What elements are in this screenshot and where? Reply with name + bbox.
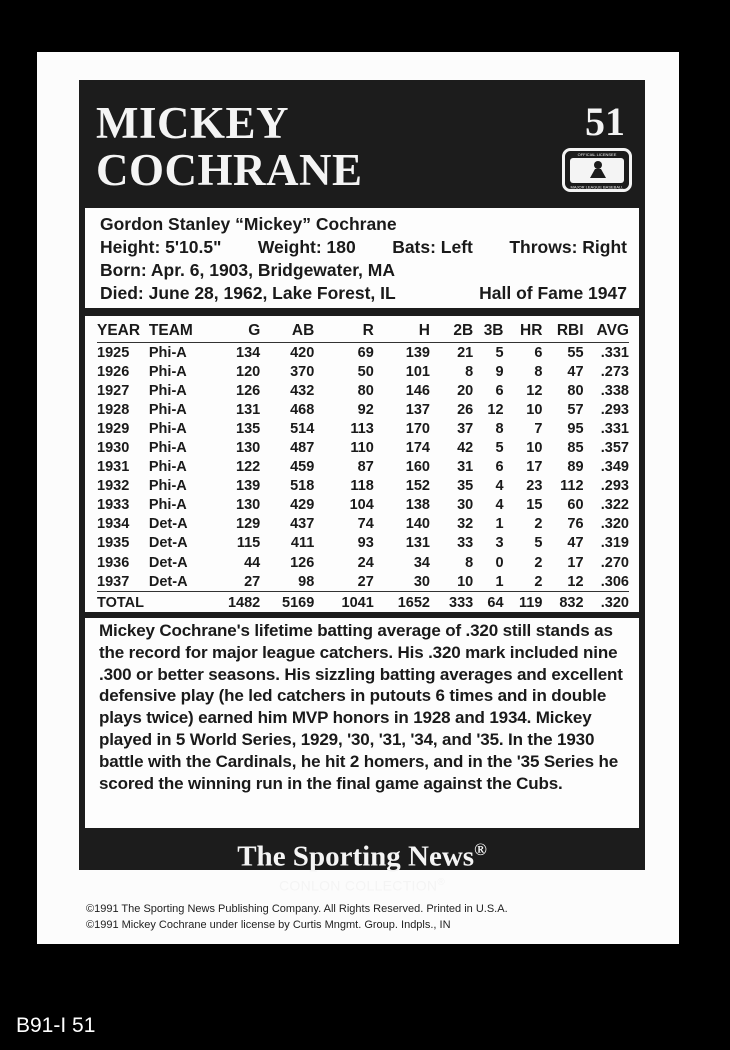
stats-cell: 1931: [97, 459, 130, 476]
stats-cell: 10: [526, 440, 543, 457]
stats-cell: 459: [290, 459, 315, 476]
stats-cell: 44: [244, 554, 261, 571]
stats-cell: 1936: [97, 554, 130, 571]
stats-cell: 1935: [97, 535, 130, 552]
stats-cell: 5: [495, 344, 504, 361]
biography-box: [85, 618, 639, 828]
stats-cell: 92: [357, 401, 374, 418]
stats-cell: 98: [298, 573, 315, 590]
stats-cell: 131: [405, 535, 430, 552]
stats-cell: Phi-A: [148, 344, 187, 361]
stats-total-row: [97, 592, 629, 615]
stats-cell: Phi-A: [148, 497, 187, 514]
stats-cell: .349: [600, 459, 629, 476]
bats: Bats: Left: [392, 237, 473, 257]
weight: Weight: 180: [257, 237, 356, 257]
stats-cell: 8: [465, 363, 474, 380]
stats-cell: 118: [350, 478, 374, 495]
stats-cell: 126: [236, 382, 261, 399]
stats-cell: Det-A: [148, 516, 188, 533]
born: Born: Apr. 6, 1903, Bridgewater, MA: [100, 260, 395, 280]
stats-cell: 26: [457, 401, 474, 418]
mlb-logo-icon: [562, 148, 632, 192]
stats-table: [97, 320, 629, 614]
stats-cell: 518: [290, 478, 315, 495]
stats-cell: 17: [567, 554, 584, 571]
stats-cell: 76: [567, 516, 584, 533]
stats-cell: .322: [600, 497, 629, 514]
stats-cell: Det-A: [148, 554, 188, 571]
stats-cell: 8: [465, 554, 474, 571]
stats-cell: 42: [457, 440, 474, 457]
stats-cell: 1934: [97, 516, 130, 533]
stats-cell: 1930: [97, 440, 130, 457]
stats-cell: Phi-A: [148, 401, 187, 418]
stats-cell: .273: [600, 363, 629, 380]
stats-total-cell: 1652: [374, 592, 430, 615]
stats-column-header: G: [208, 320, 260, 343]
mlb-logo-bottom-text: MAJOR LEAGUE BASEBALL: [570, 184, 624, 190]
stats-cell: 47: [567, 535, 584, 552]
stats-cell: 24: [357, 554, 374, 571]
stats-row: [97, 343, 629, 363]
stats-column-header: YEAR: [97, 320, 149, 343]
stats-column-header: H: [374, 320, 430, 343]
baseball-card-back: [37, 52, 679, 944]
stats-cell: 30: [413, 573, 430, 590]
stats-cell: 10: [526, 401, 543, 418]
stats-cell: 57: [567, 401, 584, 418]
stats-column-header: AB: [260, 320, 314, 343]
full-name-line: [100, 214, 627, 235]
stats-column-header: RBI: [542, 320, 583, 343]
stats-cell: 437: [290, 516, 315, 533]
stats-row: [97, 400, 629, 419]
stats-cell: 1926: [97, 363, 130, 380]
stats-total-cell: 64: [473, 592, 503, 615]
stats-cell: 35: [457, 478, 474, 495]
stats-cell: 8: [495, 420, 504, 437]
stats-cell: 1937: [97, 573, 130, 590]
stats-body: [97, 343, 629, 615]
stats-cell: 160: [405, 459, 430, 476]
stats-cell: 4: [495, 478, 504, 495]
stats-cell: Det-A: [148, 535, 188, 552]
stats-cell: 129: [236, 516, 261, 533]
stats-cell: 37: [457, 420, 474, 437]
full-name: Gordon Stanley “Mickey” Cochrane: [100, 214, 397, 234]
stats-cell: 138: [405, 497, 430, 514]
stats-cell: 514: [290, 420, 315, 437]
stats-cell: 85: [567, 440, 584, 457]
stats-cell: 1927: [97, 382, 130, 399]
stats-header-row: [97, 320, 629, 343]
collection-registered-mark: ®: [437, 877, 446, 888]
stats-cell: Phi-A: [148, 420, 187, 437]
stats-cell: 0: [495, 554, 504, 571]
stats-cell: 432: [290, 382, 315, 399]
stats-cell: 27: [244, 573, 261, 590]
stats-column-header: R: [314, 320, 373, 343]
stats-cell: 140: [405, 516, 430, 533]
stats-cell: 50: [357, 363, 374, 380]
collection-name: CONLON COLLECTION: [278, 877, 438, 894]
stats-row: [97, 362, 629, 381]
stats-cell: 12: [526, 382, 543, 399]
stats-column-header: TEAM: [149, 320, 208, 343]
stats-cell: 1: [495, 573, 504, 590]
stats-cell: .357: [600, 440, 629, 457]
stats-cell: .331: [600, 420, 629, 437]
stats-cell: 2: [534, 573, 543, 590]
stats-cell: 429: [290, 497, 315, 514]
stats-total-cell: 5169: [260, 592, 314, 615]
stats-cell: 130: [236, 497, 261, 514]
stats-cell: 30: [457, 497, 474, 514]
stats-cell: 80: [357, 382, 374, 399]
stats-cell: 34: [413, 554, 430, 571]
stats-cell: 27: [357, 573, 374, 590]
stats-cell: 131: [236, 401, 261, 418]
stats-cell: 134: [236, 344, 261, 361]
stats-row: [97, 419, 629, 438]
stats-row: [97, 515, 629, 534]
stats-row: [97, 534, 629, 553]
player-name: [96, 100, 363, 194]
stats-cell: 47: [567, 363, 584, 380]
stats-cell: 5: [495, 440, 504, 457]
height: Height: 5'10.5": [100, 237, 222, 257]
stats-column-header: AVG: [584, 320, 629, 343]
stats-cell: 80: [567, 382, 584, 399]
stats-total-cell: 1482: [208, 592, 260, 615]
stats-total-cell: TOTAL: [97, 592, 149, 615]
stats-total-cell: 333: [430, 592, 473, 615]
stats-cell: 370: [290, 363, 315, 380]
stats-cell: 137: [405, 401, 430, 418]
brand-registered-mark: ®: [474, 840, 487, 859]
stats-cell: 122: [236, 459, 261, 476]
stats-cell: 32: [457, 516, 474, 533]
hall-of-fame: Hall of Fame 1947: [479, 283, 627, 303]
stats-cell: 130: [236, 440, 261, 457]
stats-cell: .306: [600, 573, 629, 590]
stats-cell: 12: [567, 573, 584, 590]
stats-cell: 23: [526, 478, 543, 495]
stats-cell: 6: [495, 459, 504, 476]
sporting-news-logo: [79, 840, 645, 874]
stats-cell: 74: [357, 516, 374, 533]
stats-cell: Phi-A: [148, 459, 187, 476]
died-line: [100, 283, 627, 304]
biography-text: Mickey Cochrane's lifetime batting average of .320 still stands as the record for major league catchers. His .320 mark included nine .300 or better seasons. His sizzling batting averages and excellent defensive play (he led catchers in putouts 6 times and in double plays twice) earned him MVP honors in 1928 and 1934. Mickey played in 5 World Series, 1929, '30, '31, '34, and '35. In the 1930 battle with the Cardinals, he hit 2 homers, and in the '35 Series he scored the winning run in the final game against the Cubs.: [99, 621, 623, 793]
card-number: 51: [585, 99, 625, 144]
stats-cell: 174: [405, 440, 430, 457]
stats-cell: 6: [534, 344, 543, 361]
stats-cell: 87: [357, 459, 374, 476]
stats-cell: 6: [495, 382, 504, 399]
mlb-logo-top-text: OFFICIAL LICENSEE: [577, 152, 617, 157]
stats-cell: 93: [357, 535, 374, 552]
stats-row: [97, 477, 629, 496]
stats-cell: 95: [567, 420, 584, 437]
card-panel: [79, 80, 645, 894]
stats-cell: 487: [290, 440, 315, 457]
stats-cell: 1928: [97, 401, 130, 418]
stats-cell: Phi-A: [148, 478, 187, 495]
stats-cell: 1: [495, 516, 504, 533]
stats-cell: 1932: [97, 478, 130, 495]
stats-cell: 60: [567, 497, 584, 514]
stats-cell: 101: [405, 363, 430, 380]
stats-row: [97, 458, 629, 477]
stats-column-header: 2B: [430, 320, 473, 343]
throws: Throws: Right: [509, 237, 627, 257]
stats-cell: 468: [290, 401, 315, 418]
stats-row: [97, 381, 629, 400]
stats-total-cell: [149, 592, 208, 615]
stats-cell: .319: [600, 535, 629, 552]
physical-line: [100, 237, 627, 258]
stats-cell: .270: [600, 554, 629, 571]
stats-cell: .331: [600, 344, 629, 361]
stats-cell: 420: [290, 344, 315, 361]
stats-cell: 7: [534, 420, 543, 437]
copyright-line-2: ©1991 Mickey Cochrane under license by Curtis Mngmt. Group. Indpls., IN: [86, 919, 451, 931]
stats-cell: 2: [534, 554, 543, 571]
stats-cell: 139: [405, 344, 430, 361]
stats-total-cell: 832: [542, 592, 583, 615]
born-line: [100, 260, 627, 281]
stats-cell: 146: [405, 382, 430, 399]
bio-info-box: [85, 208, 639, 308]
first-name: MICKEY: [96, 98, 289, 148]
stats-cell: 55: [567, 344, 584, 361]
stats-cell: 411: [290, 535, 315, 552]
stats-cell: 1925: [97, 344, 130, 361]
stats-cell: 31: [457, 459, 474, 476]
stats-cell: 120: [236, 363, 261, 380]
stats-cell: 135: [236, 420, 261, 437]
stats-cell: 104: [349, 497, 374, 514]
stats-cell: Phi-A: [148, 382, 187, 399]
conlon-collection: [79, 877, 645, 894]
stats-cell: 4: [495, 497, 504, 514]
stats-total-cell: 119: [504, 592, 543, 615]
stats-cell: Phi-A: [148, 363, 187, 380]
stats-cell: 12: [487, 401, 504, 418]
stats-cell: 17: [526, 459, 543, 476]
stats-row: [97, 572, 629, 592]
stats-cell: 1933: [97, 497, 130, 514]
stats-cell: 89: [567, 459, 584, 476]
stats-cell: .320: [600, 516, 629, 533]
stats-total-cell: 1041: [314, 592, 373, 615]
catalog-label: B91-I 51: [16, 1014, 96, 1037]
stats-row: [97, 496, 629, 515]
stats-cell: Det-A: [148, 573, 188, 590]
brand-name: The Sporting News: [237, 840, 475, 873]
stats-cell: 69: [357, 344, 374, 361]
died: Died: June 28, 1962, Lake Forest, IL: [100, 283, 396, 303]
stats-cell: 9: [495, 363, 504, 380]
stats-cell: 115: [236, 535, 261, 552]
stats-row: [97, 553, 629, 572]
stats-box: [85, 316, 639, 612]
stats-row: [97, 438, 629, 457]
stats-cell: .338: [600, 382, 629, 399]
stats-cell: .293: [600, 478, 629, 495]
stats-cell: 110: [350, 440, 374, 457]
stats-cell: 1929: [97, 420, 130, 437]
stats-cell: 10: [457, 573, 474, 590]
last-name: COCHRANE: [96, 145, 363, 195]
stats-cell: 170: [405, 420, 430, 437]
stats-cell: 8: [534, 363, 543, 380]
stats-cell: 33: [457, 535, 474, 552]
stats-cell: 5: [534, 535, 543, 552]
stats-cell: 113: [350, 420, 374, 437]
copyright-line-1: ©1991 The Sporting News Publishing Company. All Rights Reserved. Printed in U.S.A.: [86, 903, 508, 915]
stats-total-cell: .320: [584, 592, 629, 615]
stats-cell: 20: [457, 382, 474, 399]
stats-cell: 152: [405, 478, 430, 495]
stats-cell: 21: [457, 344, 474, 361]
stats-cell: 139: [236, 478, 261, 495]
stats-cell: 2: [534, 516, 543, 533]
stats-cell: 3: [495, 535, 504, 552]
stats-cell: .293: [600, 401, 629, 418]
stats-cell: 15: [526, 497, 543, 514]
stats-cell: 112: [560, 478, 584, 495]
stats-column-header: 3B: [473, 320, 503, 343]
stats-cell: Phi-A: [148, 440, 187, 457]
stats-column-header: HR: [504, 320, 543, 343]
stats-cell: 126: [290, 554, 315, 571]
